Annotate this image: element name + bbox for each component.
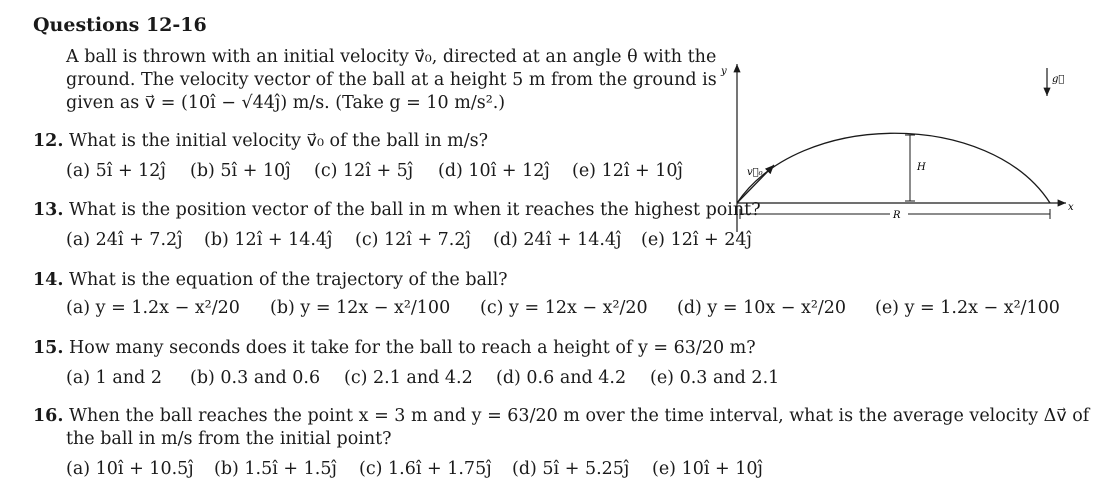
q14-option-c[interactable]: (c) y = 12x − x²/20 [480, 298, 648, 318]
question-number: 12. [33, 131, 64, 151]
q15-option-b[interactable]: (b) 0.3 and 0.6 [190, 368, 321, 388]
question-text: When the ball reaches the point x = 3 m and y = 63/20 m over the time interval, what is the average velocity Δv⃗ of [69, 406, 1090, 426]
q13-option-b[interactable]: (b) 12î + 14.4ĵ [204, 230, 333, 250]
intro-line-2: ground. The velocity vector of the ball at a height 5 m from the ground is [66, 70, 717, 90]
q15-option-c[interactable]: (c) 2.1 and 4.2 [344, 368, 473, 388]
q13-option-e[interactable]: (e) 12î + 24ĵ [641, 230, 752, 250]
range-label: R [893, 210, 901, 221]
question-number: 14. [33, 270, 64, 290]
height-label: H [917, 162, 926, 173]
q12-option-d[interactable]: (d) 10î + 12ĵ [438, 161, 550, 181]
gravity-label: g⃗ [1052, 74, 1065, 85]
q14-option-d[interactable]: (d) y = 10x − x²/20 [677, 298, 847, 318]
q14-option-e[interactable]: (e) y = 1.2x − x²/100 [875, 298, 1060, 318]
q15-option-a[interactable]: (a) 1 and 2 [66, 368, 162, 388]
intro-line-3: given as v⃗ = (10î − √44ĵ) m/s. (Take g = 10 m/s².) [66, 93, 506, 113]
question-text: What is the initial velocity v⃗₀ of the ball in m/s? [69, 131, 489, 151]
q16-option-b[interactable]: (b) 1.5î + 1.5ĵ [214, 459, 337, 479]
q13-option-a[interactable]: (a) 24î + 7.2ĵ [66, 230, 183, 250]
q14-option-b[interactable]: (b) y = 12x − x²/100 [270, 298, 451, 318]
q14-option-a[interactable]: (a) y = 1.2x − x²/20 [66, 298, 240, 318]
question-text: What is the position vector of the ball in m when it reaches the highest point? [69, 200, 761, 220]
q13-option-d[interactable]: (d) 24î + 14.4ĵ [493, 230, 622, 250]
question-16-continuation: the ball in m/s from the initial point? [66, 429, 392, 449]
q15-option-d[interactable]: (d) 0.6 and 4.2 [496, 368, 627, 388]
q16-option-c[interactable]: (c) 1.6î + 1.75ĵ [359, 459, 492, 479]
q16-option-d[interactable]: (d) 5î + 5.25ĵ [512, 459, 630, 479]
question-text: How many seconds does it take for the ball to reach a height of y = 63/20 m? [69, 338, 756, 358]
v0-label: v⃗₀ [747, 167, 763, 178]
x-axis-label: x [1068, 202, 1074, 213]
question-number: 16. [33, 406, 64, 426]
q16-option-e[interactable]: (e) 10î + 10ĵ [652, 459, 763, 479]
q12-option-c[interactable]: (c) 12î + 5ĵ [314, 161, 414, 181]
question-number: 13. [33, 200, 64, 220]
y-axis-label: y [721, 66, 727, 77]
section-title: Questions 12-16 [33, 14, 207, 36]
q12-option-a[interactable]: (a) 5î + 12ĵ [66, 161, 166, 181]
q15-option-e[interactable]: (e) 0.3 and 2.1 [650, 368, 780, 388]
question-text: What is the equation of the trajectory of the ball? [69, 270, 508, 290]
trajectory-curve [737, 133, 1050, 203]
q16-option-a[interactable]: (a) 10î + 10.5ĵ [66, 459, 194, 479]
question-number: 15. [33, 338, 64, 358]
q12-option-b[interactable]: (b) 5î + 10ĵ [190, 161, 291, 181]
q12-option-e[interactable]: (e) 12î + 10ĵ [572, 161, 683, 181]
intro-line-1: A ball is thrown with an initial velocity v⃗₀, directed at an angle θ with the [66, 47, 717, 67]
q13-option-c[interactable]: (c) 12î + 7.2ĵ [355, 230, 471, 250]
